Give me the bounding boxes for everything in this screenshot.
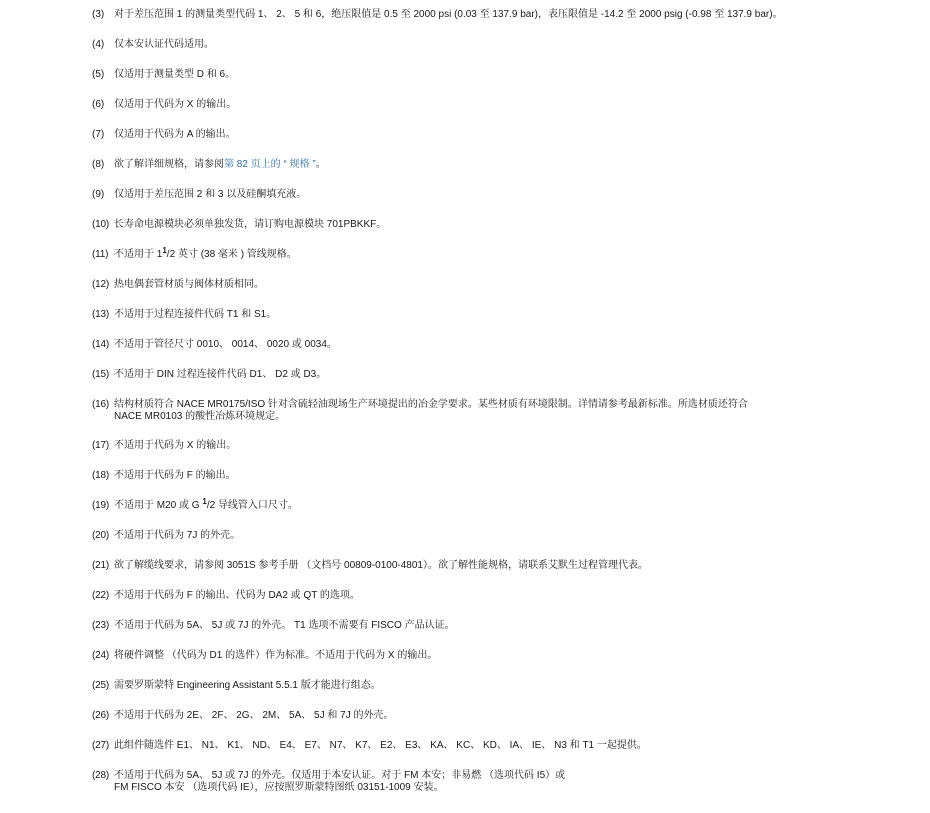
footnote-10 xyxy=(92,219,812,249)
footnote-number: (27) xyxy=(92,740,109,751)
footnote-11 xyxy=(92,246,812,279)
footnote-number: (7) xyxy=(92,129,105,140)
footnote-18 xyxy=(92,470,812,500)
footnote-number: (19) xyxy=(92,500,109,511)
footnote-text-before: 不适用于 1 xyxy=(114,249,163,260)
footnote-28 xyxy=(92,770,812,811)
footnote-27 xyxy=(92,740,812,770)
footnote-number: (22) xyxy=(92,590,109,601)
footnote-text: 对于差压范围 1 的测量类型代码 1、 2、 5 和 6，绝压限值是 0.5 至 2000 psi (0.03 至 137.9 bar)，表压限值是 -14.2 至 2000 psig (-0.98 至 137.9 bar)。 xyxy=(114,9,783,20)
footnote-text: 不适用于代码为 5A、 5J 或 7J 的外壳。 T1 选项不需要有 FISCO 产品认证。 xyxy=(114,620,455,631)
footnote-number: (18) xyxy=(92,470,109,481)
footnote-9 xyxy=(92,189,812,219)
footnote-8 xyxy=(92,159,812,189)
footnote-text: 仅适用于测量类型 D 和 6。 xyxy=(114,69,236,80)
footnote-3 xyxy=(92,9,812,39)
footnote-number: (10) xyxy=(92,219,109,230)
footnote-text: 欲了解缆线要求，请参阅 3051S 参考手册 （文档号 00809-0100-4801）。欲了解性能规格，请联系艾默生过程管理代表。 xyxy=(114,560,648,571)
footnote-6 xyxy=(92,99,812,129)
footnote-text: 需要罗斯蒙特 Engineering Assistant 5.5.1 版才能进行组态。 xyxy=(114,680,381,691)
footnote-number: (16) xyxy=(92,399,109,410)
specifications-link[interactable]: 第 82 页上的 “ 规格 ” xyxy=(224,159,316,170)
footnote-24 xyxy=(92,650,812,680)
footnote-number: (13) xyxy=(92,309,109,320)
footnote-text-after: /2 导线管入口尺寸。 xyxy=(206,500,298,511)
footnote-number: (21) xyxy=(92,560,109,571)
footnote-text-before: 欲了解详细规格，请参阅 xyxy=(114,159,224,170)
footnote-22 xyxy=(92,590,812,620)
footnote-number: (4) xyxy=(92,39,105,50)
footnote-text: 不适用于 DIN 过程连接件代码 D1、 D2 或 D3。 xyxy=(114,369,327,380)
footnote-number: (6) xyxy=(92,99,105,110)
footnote-text: 不适用于管径尺寸 0010、 0014、 0020 或 0034。 xyxy=(114,339,337,350)
footnote-text-after: /2 英寸 (38 毫米 ) 管线规格。 xyxy=(166,249,297,260)
footnote-number: (20) xyxy=(92,530,109,541)
footnote-number: (11) xyxy=(92,249,109,260)
footnote-number: (14) xyxy=(92,339,109,350)
footnote-text: 不适用于代码为 F 的输出。 xyxy=(114,470,236,481)
footnote-21 xyxy=(92,560,812,590)
footnote-text: 热电偶套管材质与阀体材质相同。 xyxy=(114,279,264,290)
footnote-text: 仅适用于代码为 X 的输出。 xyxy=(114,99,237,110)
footnote-19 xyxy=(92,497,812,530)
footnote-number: (15) xyxy=(92,369,109,380)
footnote-5 xyxy=(92,69,812,99)
footnote-text: 仅本安认证代码适用。 xyxy=(114,39,214,50)
footnote-12 xyxy=(92,279,812,309)
footnote-text: 仅适用于差压范围 2 和 3 以及硅酮填充液。 xyxy=(114,189,307,200)
footnote-text: 不适用于代码为 F 的输出、代码为 DA2 或 QT 的选项。 xyxy=(114,590,360,601)
footnote-text-line1: 结构材质符合 NACE MR0175/ISO 针对含硫轻油现场生产环境提出的冶金学要求。某些材质有环境限制。详情请参考最新标准。所选材质还符合 xyxy=(114,399,748,410)
footnote-23 xyxy=(92,620,812,650)
footnote-20 xyxy=(92,530,812,560)
footnote-text: 长寿命电源模块必须单独发货，请订购电源模块 701PBKKF。 xyxy=(114,219,387,230)
footnote-number: (23) xyxy=(92,620,109,631)
footnote-14 xyxy=(92,339,812,369)
footnote-number: (8) xyxy=(92,159,105,170)
footnote-text-before: 不适用于 M20 或 G xyxy=(114,500,203,511)
footnote-text-line2: FM FISCO 本安 （选项代码 IE），应按照罗斯蒙特图纸 03151-1009 安装。 xyxy=(114,782,444,793)
footnote-text: 不适用于代码为 2E、 2F、 2G、 2M、 5A、 5J 和 7J 的外壳。 xyxy=(114,710,394,721)
footnote-17 xyxy=(92,440,812,470)
footnote-text: 不适用于代码为 X 的输出。 xyxy=(114,440,237,451)
footnote-text: 将硬件调整 （代码为 D1 的选件）作为标准。不适用于代码为 X 的输出。 xyxy=(114,650,438,661)
footnote-25 xyxy=(92,680,812,710)
footnote-number: (17) xyxy=(92,440,109,451)
footnote-number: (26) xyxy=(92,710,109,721)
footnote-13 xyxy=(92,309,812,339)
footnote-text-line2: NACE MR0103 的酸性冶炼环境规定。 xyxy=(114,411,286,422)
footnote-text: 不适用于过程连接件代码 T1 和 S1。 xyxy=(114,309,277,320)
footnote-26 xyxy=(92,710,812,740)
footnote-text: 仅适用于代码为 A 的输出。 xyxy=(114,129,236,140)
fraction-numerator: 1 xyxy=(202,497,207,506)
footnote-number: (28) xyxy=(92,770,109,781)
footnote-text-after: 。 xyxy=(315,159,326,170)
footnote-16 xyxy=(92,399,812,440)
footnote-number: (24) xyxy=(92,650,109,661)
footnote-number: (5) xyxy=(92,69,105,80)
footnote-text-line1: 不适用于代码为 5A、 5J 或 7J 的外壳。仅适用于本安认证。对于 FM 本安；非易燃 （选项代码 I5）或 xyxy=(114,770,566,781)
footnote-number: (12) xyxy=(92,279,109,290)
footnote-text: 此组件随选件 E1、 N1、 K1、 ND、 E4、 E7、 N7、 K7、 E2、 E3、 KA、 KC、 KD、 IA、 IE、 N3 和 T1 一起提供。 xyxy=(114,740,647,751)
footnote-15 xyxy=(92,369,812,399)
footnote-number: (9) xyxy=(92,189,105,200)
footnote-7 xyxy=(92,129,812,159)
footnote-4 xyxy=(92,39,812,69)
footnote-number: (3) xyxy=(92,9,105,20)
footnote-number: (25) xyxy=(92,680,109,691)
fraction-numerator: 1 xyxy=(162,246,167,255)
footnote-text: 不适用于代码为 7J 的外壳。 xyxy=(114,530,241,541)
footnote-list xyxy=(92,9,812,811)
